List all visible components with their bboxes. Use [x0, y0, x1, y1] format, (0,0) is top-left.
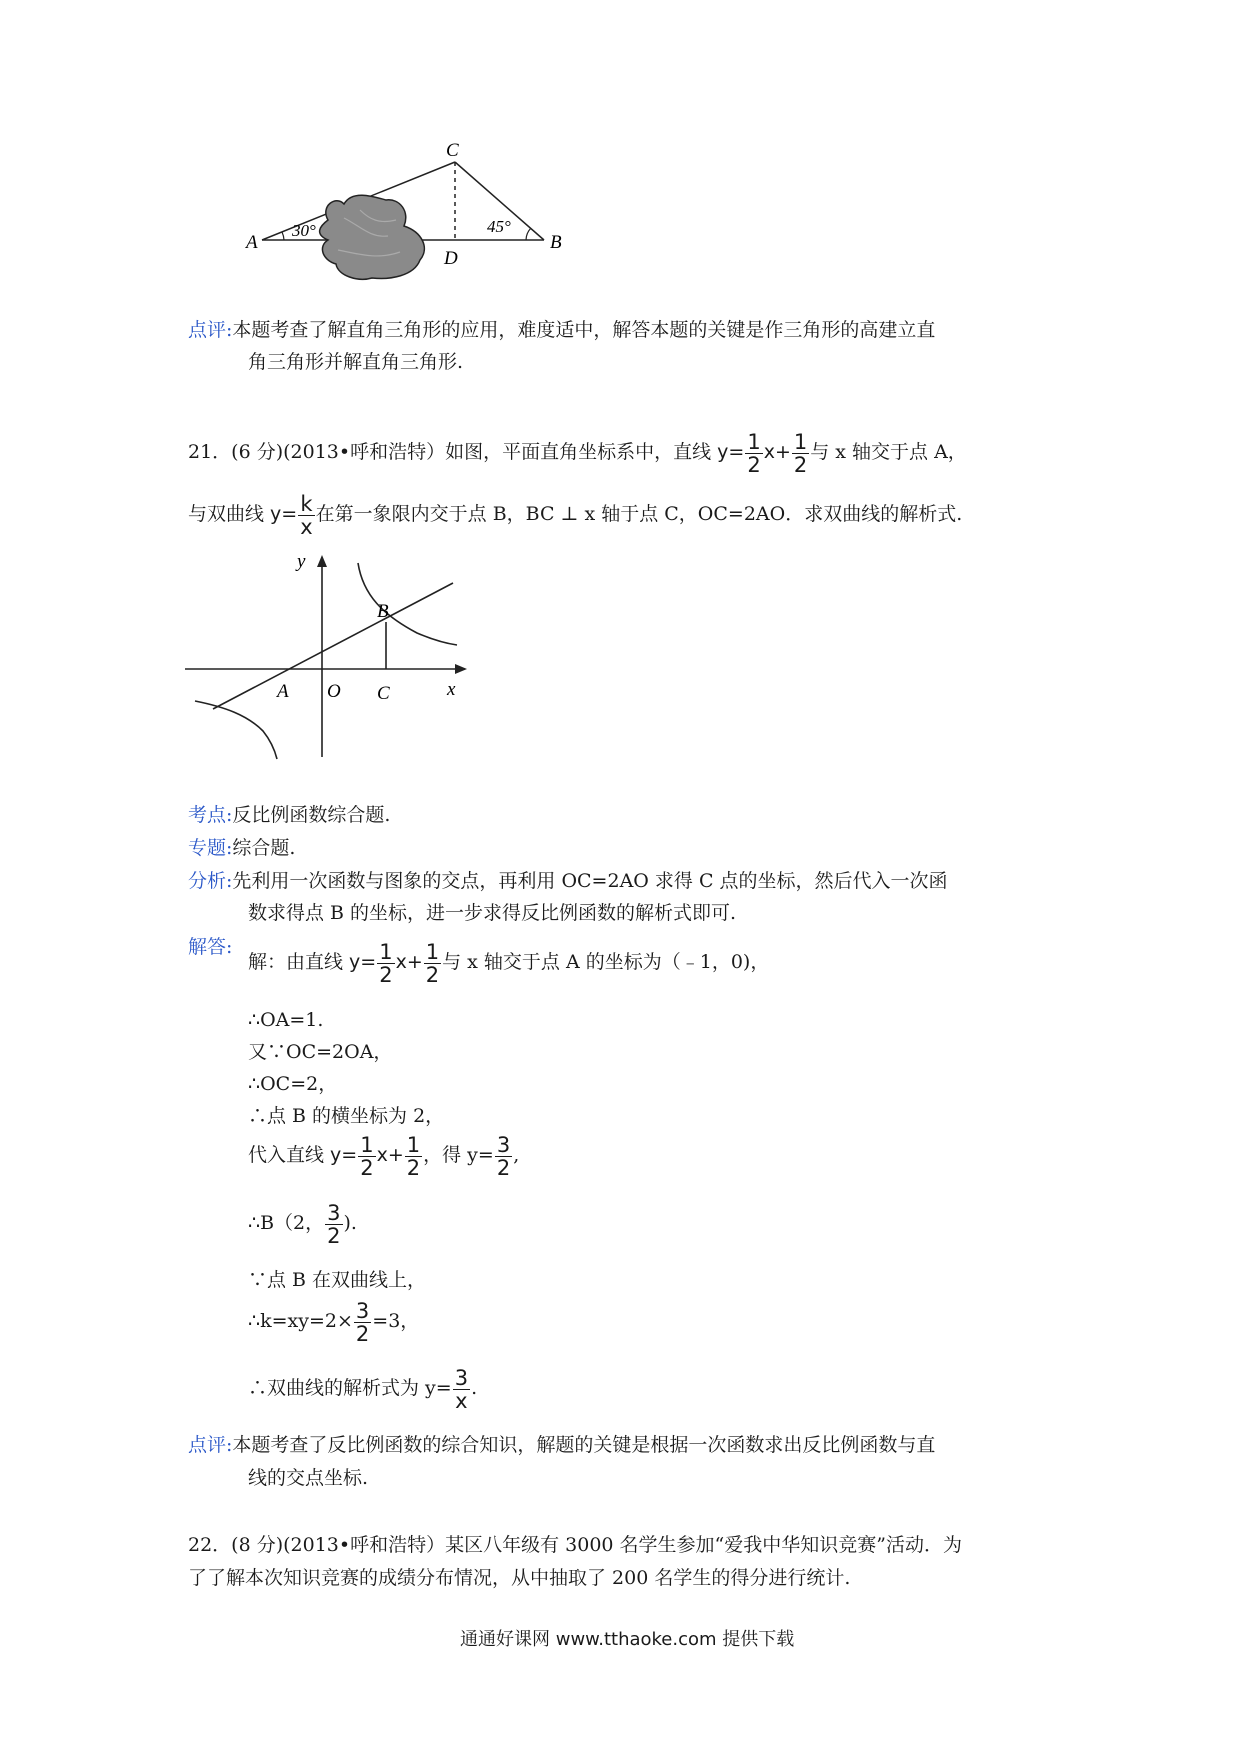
q21-text-1: 21．(6 分)(2013•呼和浩特）如图，平面直角坐标系中，直线	[188, 441, 718, 463]
angle-arc-b	[526, 228, 531, 240]
q21-frac-k-over-x: $\frac{k}{x}$	[300, 491, 313, 539]
axis-label-x: x	[447, 679, 456, 700]
triangle-figure	[240, 140, 600, 300]
angle-arc-a	[282, 232, 284, 240]
jieda-step-8: ∵点 B 在双曲线上，	[248, 1269, 427, 1291]
zhuanti-text: 综合题.	[232, 837, 296, 859]
point-label-b: B	[550, 232, 562, 253]
q21-text-1-post: 与 x 轴交于点 A，	[810, 441, 967, 463]
jieda-frac-half-1: $\frac{1}{2}$	[379, 939, 393, 987]
jieda-step-4: ∴OC=2，	[248, 1073, 338, 1095]
point-label-c: C	[377, 683, 390, 704]
y-axis-arrow	[317, 555, 327, 567]
jieda-step-7: ∴B（2， $\frac{3}{2}$ ).	[248, 1200, 357, 1248]
jieda-step-10: ∴双曲线的解析式为 y= $\frac{3}{x}$ .	[248, 1365, 478, 1413]
comment-1-text-2: 角三角形并解直角三角形.	[248, 351, 464, 373]
comment-2-line-2: 线的交点坐标.	[248, 1467, 369, 1489]
point-label-d: D	[444, 248, 458, 269]
comment-1-text-1: 本题考查了解直角三角形的应用，难度适中，解答本题的关键是作三角形的高建立直	[232, 319, 936, 341]
jieda-step-9: ∴k=xy=2× $\frac{3}{2}$ =3，	[248, 1298, 420, 1346]
q21-line-2: 与双曲线 y= $\frac{k}{x}$ 在第一象限内交于点 B，BC ⊥ x 轴于点 C，OC=2AO．求双曲线的解析式.	[188, 491, 963, 539]
axis-label-y: y	[297, 551, 306, 572]
fenxi-line-2	[248, 898, 736, 928]
q22-line-2: 了了解本次知识竞赛的成绩分布情况，从中抽取了 200 名学生的得分进行统计.	[188, 1567, 851, 1589]
jieda-tag-line	[188, 932, 232, 962]
comment-1-line-2	[248, 347, 463, 377]
jieda-tag: 解答:	[188, 936, 233, 958]
jieda-step-5: ∴点 B 的横坐标为 2，	[248, 1105, 445, 1127]
jieda-step-6: 代入直线 y= $\frac{1}{2}$ x+ $\frac{1}{2}$ ，得 y= $\frac{3}{2}$ ,	[248, 1132, 520, 1180]
fenxi-line-1	[188, 866, 948, 896]
jieda-step-2: ∴OA=1.	[248, 1009, 324, 1031]
q21-text-2: 与双曲线	[188, 503, 271, 525]
q22-line-1: 22．(8 分)(2013•呼和浩特）某区八年级有 3000 名学生参加“爱我中华知识竞赛”活动．为	[188, 1534, 962, 1556]
jieda-step-3: 又∵OC=2OA，	[248, 1041, 393, 1063]
pond-shape	[320, 195, 425, 279]
page-footer: 通通好课网 www.tthaoke.com 提供下载	[460, 1629, 795, 1650]
angle-label-b: 45°	[487, 217, 511, 236]
q21-frac-half-2: $\frac{1}{2}$	[793, 429, 808, 477]
fenxi-text-1: 先利用一次函数与图象的交点，再利用 OC=2AO 求得 C 点的坐标，然后代入一次函	[232, 870, 948, 892]
jieda-frac-three-over-x: $\frac{3}{x}$	[454, 1365, 469, 1413]
point-label-c: C	[446, 140, 459, 161]
jieda-step-1: 解：由直线 y= $\frac{1}{2}$ x+ $\frac{1}{2}$ 与 x 轴交于点 A 的坐标为（﹣1，0)，	[248, 939, 770, 987]
point-label-a: A	[246, 232, 258, 253]
kaodian-line	[188, 800, 390, 830]
jieda-frac-three-halves: $\frac{3}{2}$	[496, 1132, 511, 1180]
q21-eq-y: y=	[717, 441, 745, 463]
x-axis-arrow	[455, 664, 467, 674]
zhuanti-tag: 专题:	[188, 837, 233, 859]
point-label-o: O	[327, 681, 341, 702]
fenxi-text-2: 数求得点 B 的坐标，进一步求得反比例函数的解析式即可.	[248, 902, 737, 924]
kaodian-tag: 考点:	[188, 804, 233, 826]
point-label-b: B	[377, 601, 389, 622]
angle-label-a: 30°	[292, 221, 316, 240]
fenxi-tag: 分析:	[188, 870, 233, 892]
coordinate-figure	[185, 545, 475, 760]
kaodian-text: 反比例函数综合题.	[232, 804, 391, 826]
zhuanti-line	[188, 833, 295, 863]
q21-eq-x: x+	[763, 441, 791, 463]
jieda-frac-half-2: $\frac{1}{2}$	[425, 939, 440, 987]
comment-1-tag: 点评:	[188, 319, 233, 341]
q21-frac-half-1: $\frac{1}{2}$	[747, 429, 761, 477]
comment-2-tag: 点评:	[188, 1434, 233, 1456]
point-label-a: A	[277, 681, 289, 702]
q21-line-1	[188, 425, 967, 479]
comment-1-line-1	[188, 315, 935, 345]
hyperbola-branch-1	[358, 563, 457, 645]
comment-2-line-1: 点评:本题考查了反比例函数的综合知识，解题的关键是根据一次函数求出反比例函数与直	[188, 1434, 936, 1456]
hyperbola-branch-2	[195, 701, 277, 759]
q21-text-2-post: 在第一象限内交于点 B，BC ⊥ x 轴于点 C，OC=2AO．求双曲线的解析式.	[315, 503, 963, 525]
